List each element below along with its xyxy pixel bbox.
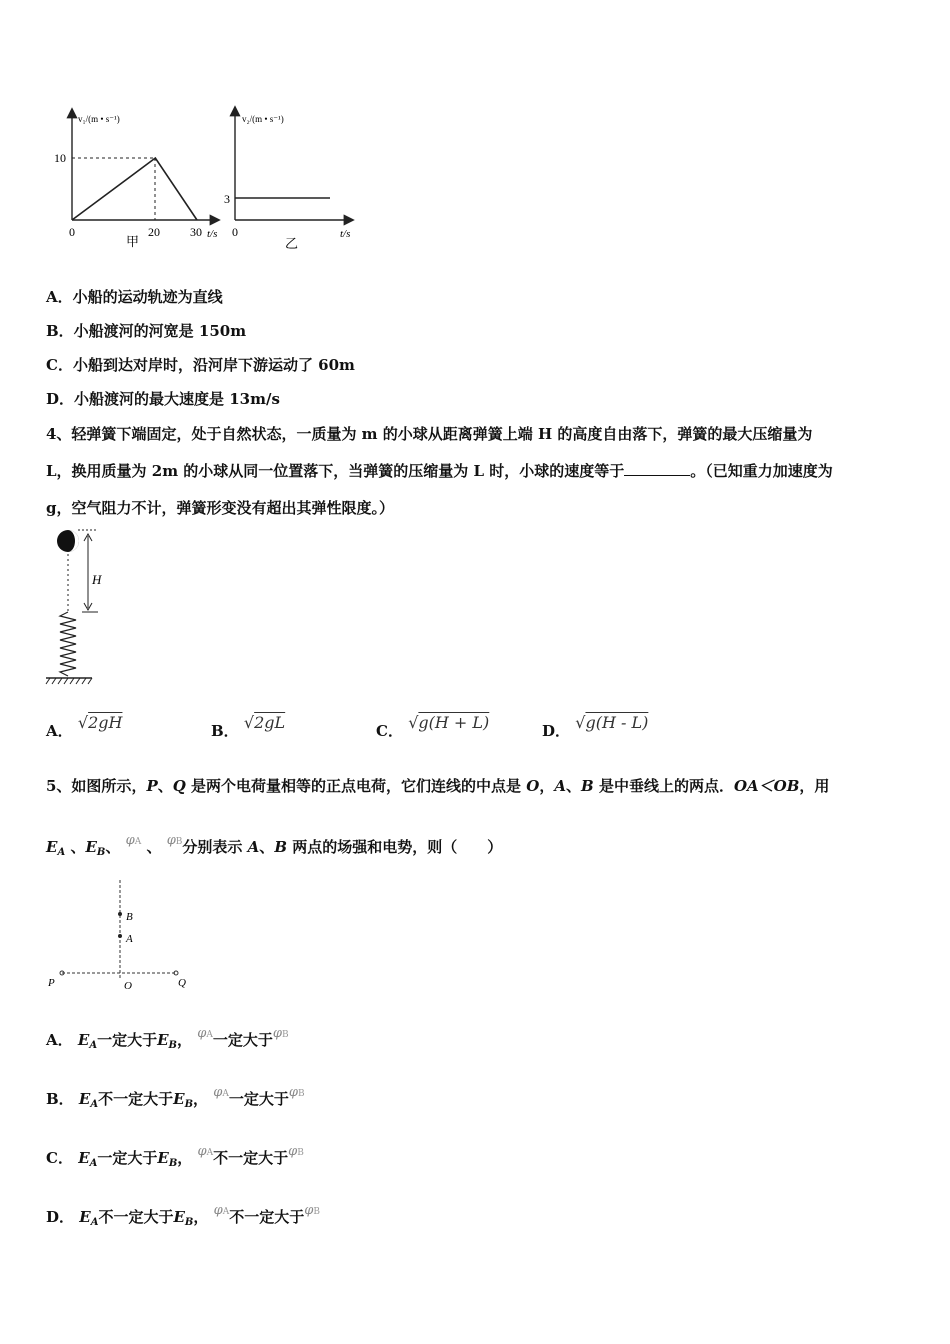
q4-stem-line2a: L，换用质量为 2m 的小球从同一位置落下，当弹簧的压缩量为 L 时，小球的速度等于 <box>46 462 625 480</box>
graph-left-xtick-0: 0 <box>69 225 75 239</box>
q4-stem-line1: 4、轻弹簧下端固定，处于自然状态，一质量为 m 的小球从距离弹簧上端 H 的高度自由落下，弹簧的最大压缩量为 <box>46 425 813 443</box>
graph-right-caption: 乙 <box>285 236 299 251</box>
svg-text:B: B <box>126 911 133 923</box>
q5-option-b[interactable]: B． $E_A$不一定大于$E_B$， φA一定大于φB <box>46 1085 305 1110</box>
q5-option-d[interactable]: D． $E_A$不一定大于$E_B$， φA不一定大于φB <box>46 1203 320 1228</box>
graph-left-xtick-30: 30 <box>190 225 202 239</box>
graph-right-ytick: 3 <box>224 192 230 206</box>
velocity-graphs <box>40 100 370 260</box>
svg-text:Q: Q <box>178 977 186 989</box>
q4-option-d-expr: √g(H - L) <box>575 713 649 732</box>
ground-hatch <box>46 678 92 684</box>
q4-option-a[interactable]: A． √2gH <box>46 713 123 740</box>
q3-option-d[interactable]: D．小船渡河的最大速度是 13m/s <box>46 390 280 408</box>
graph-right-xlabel: t/s <box>340 228 351 240</box>
q5-stem-line2: $E_A$ 、$E_B$、 φA 、 φB分别表示 A、B 两点的场强和电势，则（ ） <box>46 833 503 858</box>
q3-option-a[interactable]: A．小船的运动轨迹为直线 <box>46 288 223 306</box>
svg-text:A: A <box>126 933 133 945</box>
q3-option-b[interactable]: B．小船渡河的河宽是 150m <box>46 322 247 340</box>
q4-option-c[interactable]: C． √g(H + L) <box>376 713 490 740</box>
point-a <box>118 934 122 938</box>
q4-option-b[interactable]: B． √2gL <box>211 713 286 740</box>
q4-option-b-expr: √2gL <box>243 713 286 732</box>
q4-option-a-expr: √2gH <box>77 713 123 732</box>
height-label-h: H <box>92 572 102 587</box>
graph-left-xtick-20: 20 <box>148 225 160 239</box>
spring-icon <box>60 612 76 676</box>
q5-stem-line1: 5、如图所示，P、Q 是两个电荷量相等的正点电荷，它们连线的中点是 O，A、B 是中垂线上的两点．OA＜OB，用 <box>46 777 830 795</box>
q5-option-a[interactable]: A． $E_A$一定大于$E_B$， φA一定大于φB <box>46 1026 289 1051</box>
svg-text:O: O <box>124 980 132 992</box>
graph-left-caption: 甲 <box>126 234 140 249</box>
q4-stem-line2 <box>46 460 833 481</box>
point-b <box>118 912 122 916</box>
spring-ball-figure <box>42 526 112 691</box>
q4-option-c-expr: √g(H + L) <box>408 713 490 732</box>
q3-option-c[interactable]: C．小船到达对岸时，沿河岸下游运动了 60m <box>46 356 355 374</box>
graph-right-ylabel: v₂/(m • s⁻¹) <box>242 114 284 124</box>
graph-left-ylabel: v₁/(m • s⁻¹) <box>78 114 120 124</box>
charge-figure <box>44 878 194 996</box>
svg-text:P: P <box>48 977 55 989</box>
graph-right-xtick-0: 0 <box>232 225 238 239</box>
graph-left-ytick: 10 <box>54 151 66 165</box>
graph-left-xlabel: t/s <box>207 228 218 240</box>
q4-answer-blank[interactable] <box>624 463 690 476</box>
q4-stem-line2b: 。（已知重力加速度为 <box>690 462 833 480</box>
graph-left-series-line <box>72 158 197 220</box>
q4-option-d[interactable]: D． √g(H - L) <box>542 713 649 740</box>
q5-option-c[interactable]: C． $E_A$一定大于$E_B$， φA不一定大于φB <box>46 1144 304 1169</box>
q4-stem-line3: g，空气阻力不计，弹簧形变没有超出其弹性限度。） <box>46 499 394 517</box>
